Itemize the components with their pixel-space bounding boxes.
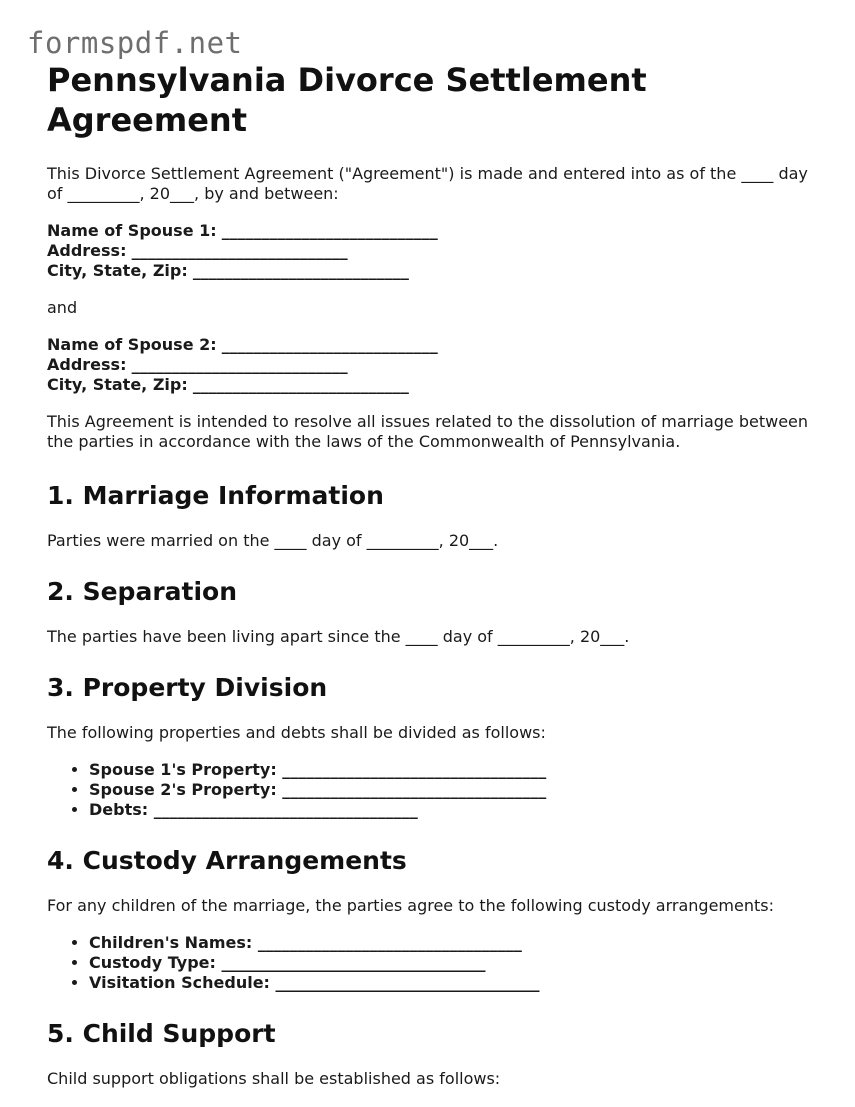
section-4-heading: 4. Custody Arrangements — [47, 846, 407, 875]
spouse-2-name-label: Name of Spouse 2: — [47, 335, 217, 354]
intro-paragraph: This Divorce Settlement Agreement ("Agreement") is made and entered into as of the ____ day of _________, 20___, by and between: — [47, 164, 808, 203]
spouse-1-name-line — [47, 221, 817, 241]
section-5-heading: 5. Child Support — [47, 1019, 276, 1048]
spouse-2-city-field[interactable]: ___________________________ — [192, 375, 409, 394]
spouse-1-city-field[interactable]: ___________________________ — [192, 261, 409, 280]
spouse-1-address-field[interactable]: ___________________________ — [131, 241, 348, 260]
section-1-heading: 1. Marriage Information — [47, 481, 384, 510]
spouse-2-block — [47, 335, 817, 395]
section-4-text: For any children of the marriage, the parties agree to the following custody arrangements: — [47, 896, 774, 915]
spouse-2-city-label: City, State, Zip: — [47, 375, 188, 394]
section-5-text: Child support obligations shall be established as follows: — [47, 1069, 501, 1088]
spouse-1-address-line — [47, 241, 817, 261]
and-text: and — [47, 298, 78, 317]
section-1-text: Parties were married on the ____ day of _________, 20___. — [47, 531, 499, 550]
document-title: Pennsylvania Divorce Settlement Agreement — [47, 61, 647, 139]
spouse-1-city-line — [47, 261, 817, 281]
spouse-2-name-field[interactable]: ___________________________ — [221, 335, 438, 354]
section-3-heading: 3. Property Division — [47, 673, 328, 702]
spouse-1-name-label: Name of Spouse 1: — [47, 221, 217, 240]
property-list — [47, 760, 817, 820]
list-item: • Visitation Schedule: _________________________________ — [89, 973, 817, 993]
section-2-text: The parties have been living apart since the ____ day of _________, 20___. — [47, 627, 630, 646]
spouse-1-name-field[interactable]: ___________________________ — [221, 221, 438, 240]
spouse-2-city-line — [47, 375, 817, 395]
purpose-paragraph: This Agreement is intended to resolve all issues related to the dissolution of marriage between the parties in accordance with the laws of the Commonwealth of Pennsylvania. — [47, 412, 809, 451]
spouse-1-block — [47, 221, 817, 281]
list-item: • Debts: _________________________________ — [89, 800, 817, 820]
spouse-2-name-line — [47, 335, 817, 355]
spouse-2-address-field[interactable]: ___________________________ — [131, 355, 348, 374]
section-3-text: The following properties and debts shall be divided as follows: — [47, 723, 546, 742]
watermark: formspdf.net — [27, 26, 243, 60]
spouse-1-city-label: City, State, Zip: — [47, 261, 188, 280]
list-item: • Spouse 2's Property: _________________________________ — [89, 780, 817, 800]
list-item: • Spouse 1's Property: _________________________________ — [89, 760, 817, 780]
spouse-1-address-label: Address: — [47, 241, 127, 260]
spouse-2-address-label: Address: — [47, 355, 127, 374]
custody-list — [47, 933, 817, 993]
spouse-2-address-line — [47, 355, 817, 375]
list-item: • Custody Type: _________________________________ — [89, 953, 817, 973]
section-2-heading: 2. Separation — [47, 577, 238, 606]
list-item: • Children's Names: _________________________________ — [89, 933, 817, 953]
document-page — [47, 60, 817, 1089]
